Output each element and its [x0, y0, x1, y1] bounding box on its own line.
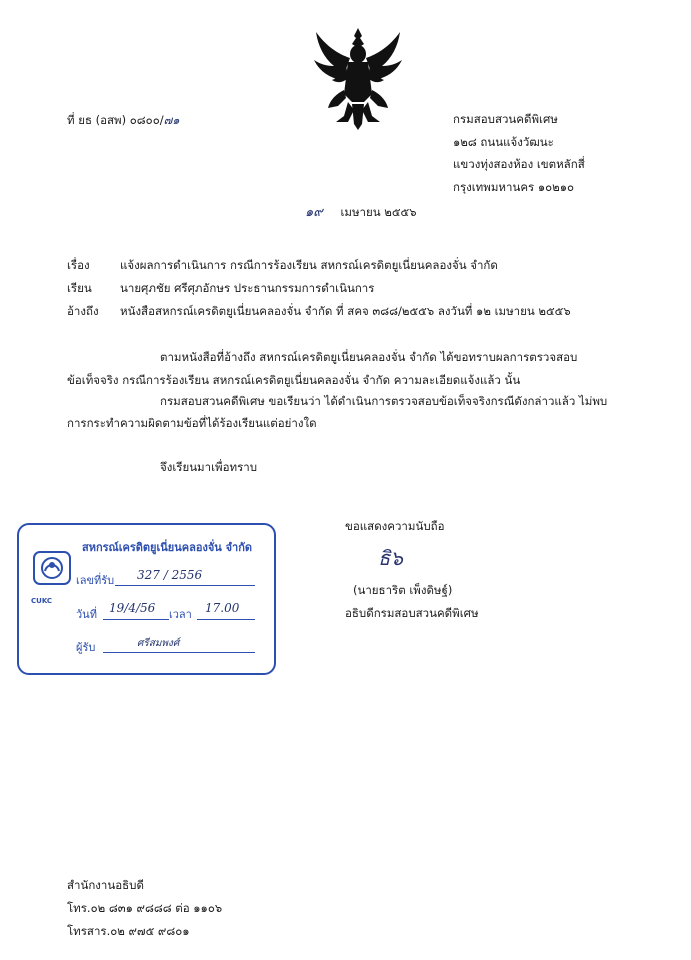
receipt-stamp — [17, 523, 276, 675]
date-month-year: เมษายน ๒๕๕๖ — [340, 205, 417, 219]
subject-text: แจ้งผลการดำเนินการ กรณีการร้องเรียน สหกรณ์เครดิตยูเนี่ยนคลองจั่น จำกัด — [120, 258, 498, 272]
addressee-text: นายศุภชัย ศรีศุภอักษร ประธานกรรมการดำเนินการ — [120, 281, 375, 295]
reference-prefix: ที่ ยธ (อสพ) ๐๘๐๐/ — [67, 113, 164, 127]
stamp-underline — [115, 585, 255, 586]
address-line: ๑๒๘ ถนนแจ้งวัฒนะ — [453, 135, 554, 149]
reference-number — [67, 113, 180, 127]
stamp-receiver-value: ศรีสมพงศ์ — [137, 638, 180, 649]
paragraph-1-line-1: ตามหนังสือที่อ้างถึง สหกรณ์เครดิตยูเนี่ยนคลองจั่น จำกัด ได้ขอทราบผลการตรวจสอบ — [160, 350, 578, 364]
footer-fax: โทรสาร.๐๒ ๙๗๕ ๙๘๐๑ — [67, 924, 190, 938]
signer-name: (นายธาริต เพ็งดิษฐ์) — [353, 583, 453, 597]
cooperative-logo-icon — [33, 551, 71, 595]
signature-mark: ธิ๖ — [378, 546, 403, 570]
addressee-label: เรียน — [67, 281, 92, 295]
stamp-received-no-value: 327 / 2556 — [137, 568, 203, 582]
date-day-handwritten: ๑๙ — [305, 205, 323, 220]
letter-date — [305, 205, 417, 220]
stamp-receiver-label: ผู้รับ — [76, 641, 96, 654]
stamp-underline — [103, 652, 255, 653]
paragraph-2-line-1: กรมสอบสวนคดีพิเศษ ขอเรียนว่า ได้ดำเนินการตรวจสอบข้อเท็จจริงกรณีดังกล่าวแล้ว ไม่พบ — [160, 394, 608, 408]
stamp-time-value: 17.00 — [205, 601, 240, 615]
stamp-logo-text: CUKC — [31, 597, 53, 605]
paragraph-1-line-2: ข้อเท็จจริง กรณีการร้องเรียน สหกรณ์เครดิตยูเนี่ยนคลองจั่น จำกัด ความละเอียดแจ้งแล้ว นั้น — [67, 373, 521, 387]
subject-label: เรื่อง — [67, 258, 90, 272]
reference-label: อ้างถึง — [67, 304, 99, 318]
reference-text: หนังสือสหกรณ์เครดิตยูเนี่ยนคลองจั่น จำกัด ที่ สคจ ๓๘๘/๒๕๕๖ ลงวันที่ ๑๒ เมษายน ๒๕๕๖ — [120, 304, 571, 318]
address-line: กรมสอบสวนคดีพิเศษ — [453, 112, 558, 126]
signer-title: อธิบดีกรมสอบสวนคดีพิเศษ — [345, 606, 479, 620]
closing-salutation: ขอแสดงความนับถือ — [345, 519, 445, 533]
garuda-emblem-icon — [308, 24, 408, 132]
stamp-org-name: สหกรณ์เครดิตยูเนี่ยนคลองจั่น จำกัด — [82, 541, 253, 554]
stamp-date-value: 19/4/56 — [109, 601, 156, 615]
paragraph-2-line-2: การกระทำความผิดตามข้อที่ได้ร้องเรียนแต่อย่างใด — [67, 416, 317, 430]
stamp-received-no-label: เลขที่รับ — [76, 574, 115, 587]
stamp-date-label: วันที่ — [76, 608, 97, 621]
stamp-underline — [197, 619, 255, 620]
address-line: กรุงเทพมหานคร ๑๐๒๑๐ — [453, 180, 575, 194]
address-line: แขวงทุ่งสองห้อง เขตหลักสี่ — [453, 157, 585, 171]
stamp-time-label: เวลา — [169, 608, 192, 621]
closing-request: จึงเรียนมาเพื่อทราบ — [160, 460, 258, 474]
footer-phone: โทร.๐๒ ๘๓๑ ๙๘๘๘ ต่อ ๑๑๐๖ — [67, 901, 223, 915]
footer-office: สำนักงานอธิบดี — [67, 878, 144, 892]
reference-number-handwritten: ๗๑ — [163, 113, 180, 127]
stamp-underline — [103, 619, 169, 620]
